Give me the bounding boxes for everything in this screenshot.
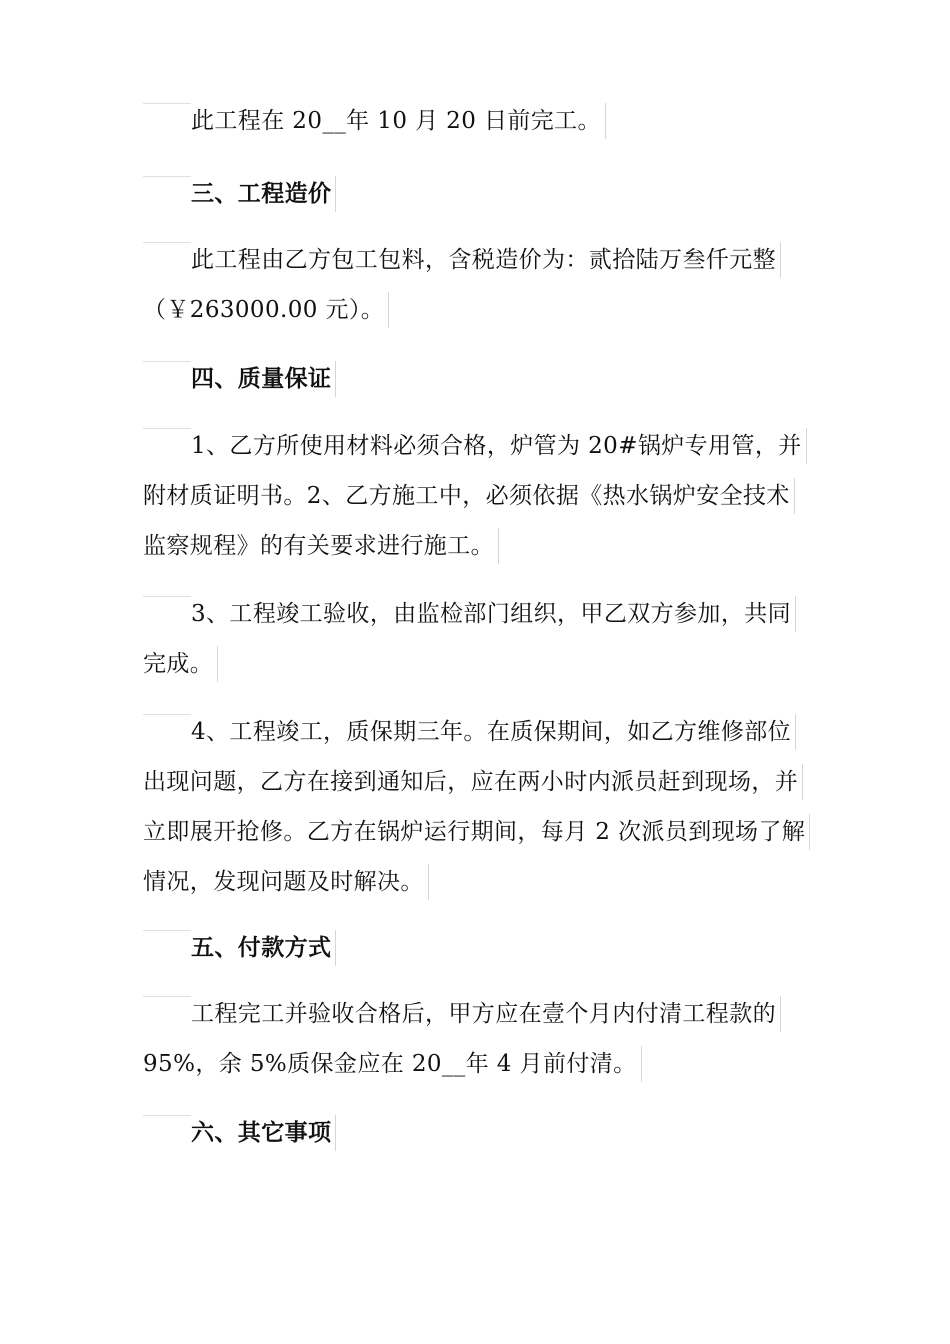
- text-line: [143, 478, 807, 528]
- text-line: [143, 996, 807, 1046]
- section-heading-other: [143, 1115, 807, 1165]
- heading-line: [143, 361, 807, 411]
- heading-text: 五、付款方式: [191, 930, 336, 966]
- text-span: 此工程由乙方包工包料，含税造价为：贰拾陆万叁仟元整: [191, 242, 781, 278]
- section-heading-payment: [143, 930, 807, 980]
- text-span: 附材质证明书。2、乙方施工中，必须依据《热水锅炉安全技术: [143, 478, 795, 514]
- text-line: [143, 292, 807, 342]
- text-span: 95%，余 5%质保金应在 20__年 4 月前付清。: [143, 1046, 642, 1082]
- text-span: 工程完工并验收合格后，甲方应在壹个月内付清工程款的: [191, 996, 781, 1032]
- text-line: [143, 242, 807, 292]
- heading-line: [143, 930, 807, 980]
- text-span: （￥263000.00 元）。: [143, 292, 389, 328]
- text-span: 出现问题，乙方在接到通知后，应在两小时内派员赶到现场，并: [143, 764, 803, 800]
- text-line: [143, 596, 807, 646]
- text-line: [143, 814, 807, 864]
- text-span: 完成。: [143, 646, 218, 682]
- text-line: [143, 714, 807, 764]
- section-heading-quality: [143, 361, 807, 411]
- text-span: 监察规程》的有关要求进行施工。: [143, 528, 499, 564]
- text-line: [143, 528, 807, 578]
- text-line: [143, 428, 807, 478]
- heading-text: 三、工程造价: [191, 176, 336, 212]
- text-line: [143, 764, 807, 814]
- text-span: 此工程在 20__年 10 月 20 日前完工。: [191, 103, 606, 139]
- paragraph-completion-date: [143, 103, 807, 153]
- paragraph-cost: [143, 242, 807, 342]
- text-line: [143, 103, 807, 153]
- text-span: 情况，发现问题及时解决。: [143, 864, 429, 900]
- heading-text: 四、质量保证: [191, 361, 336, 397]
- text-line: [143, 864, 807, 914]
- text-span: 4、工程竣工，质保期三年。在质保期间，如乙方维修部位: [191, 714, 796, 750]
- text-span: 立即展开抢修。乙方在锅炉运行期间，每月 2 次派员到现场了解: [143, 814, 810, 850]
- paragraph-quality-3: [143, 596, 807, 696]
- heading-line: [143, 176, 807, 226]
- paragraph-payment: [143, 996, 807, 1096]
- section-heading-cost: [143, 176, 807, 226]
- text-line: [143, 646, 807, 696]
- heading-text: 六、其它事项: [191, 1115, 336, 1151]
- text-span: 3、工程竣工验收，由监检部门组织，甲乙双方参加，共同: [191, 596, 796, 632]
- paragraph-quality-1: [143, 428, 807, 578]
- text-line: [143, 1046, 807, 1096]
- heading-line: [143, 1115, 807, 1165]
- paragraph-quality-4: [143, 714, 807, 914]
- text-span: 1、乙方所使用材料必须合格，炉管为 20#锅炉专用管，并: [191, 428, 807, 464]
